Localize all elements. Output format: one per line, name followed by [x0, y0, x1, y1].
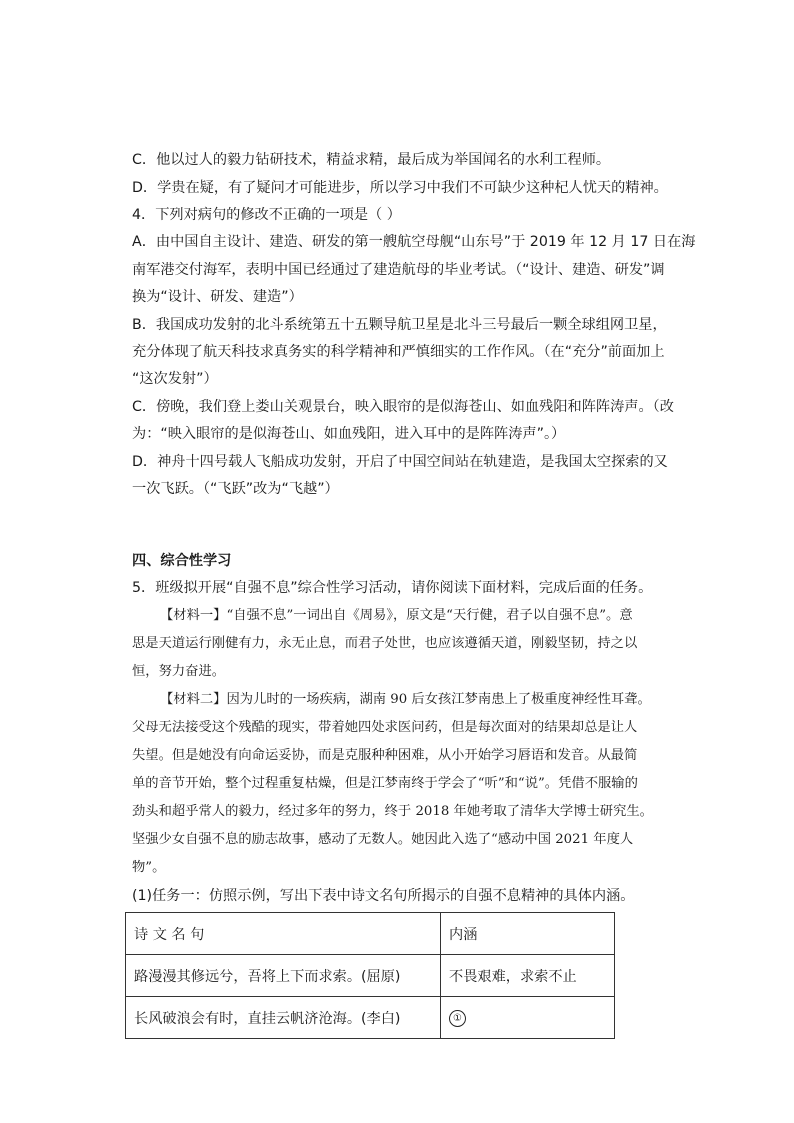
- question-5: 5．班级拟开展“自强不息”综合性学习活动，请你阅读下面材料，完成后面的任务。: [132, 580, 653, 596]
- option-b-line-1: B．我国成功发射的北斗系统第五十五颗导航卫星是北斗三号最后一颗全球组网卫星，: [132, 317, 667, 333]
- option-c2-line-1: C．傍晚，我们登上娄山关观景台，映入眼帘的是似海苍山、如血残阳和阵阵涛声。（改: [132, 399, 674, 415]
- section-title: 四、综合性学习: [132, 553, 232, 569]
- material-2-line-2: 父母无法接受这个残酷的现实，带着她四处求医问药，但是每次面对的结果却总是让人: [132, 720, 638, 735]
- table-cell: 路漫漫其修远兮，吾将上下而求索。(屈原): [126, 955, 441, 997]
- table-cell[interactable]: [441, 997, 615, 1039]
- material-2-line-3: 失望。但是她没有向命运妥协，而是克服种种困难，从小开始学习唇语和发音。从最简: [132, 748, 638, 763]
- material-2-line-1: 【材料二】因为儿时的一场疾病，湖南 90 后女孩江梦南患上了极重度神经性耳聋。: [160, 692, 651, 707]
- material-1-line-3: 恒，努力奋进。: [132, 664, 226, 679]
- material-2-line-4: 单的音节开始，整个过程重复枯燥，但是江梦南终于学会了“听”和“说”。凭借不服输的: [132, 776, 638, 791]
- option-d2-line-2: 一次飞跃。（“飞跃”改为“飞越”）: [132, 481, 339, 497]
- option-c-line: C．他以过人的毅力钻研技术，精益求精，最后成为举国闻名的水利工程师。: [132, 152, 611, 168]
- table-cell: 长风破浪会有时，直挂云帆济沧海。(李白): [126, 997, 441, 1039]
- material-2-line-5: 劲头和超乎常人的毅力，经过多年的努力，终于 2018 年她考取了清华大学博士研究生。: [132, 804, 653, 819]
- question-4: 4．下列对病句的修改不正确的一项是（ ）: [132, 207, 401, 223]
- answer-blank-1: ①: [449, 1010, 466, 1027]
- option-a-line-2: 南军港交付海军，表明中国已经通过了建造航母的毕业考试。（“设计、建造、研发”调: [132, 262, 665, 278]
- option-b-line-3: “这次发射”）: [132, 371, 218, 387]
- table-header-cell: 内涵: [441, 913, 615, 955]
- option-b-line-2: 充分体现了航天科技求真务实的科学精神和严慎细实的工作作风。（在“充分”前面加上: [132, 344, 665, 360]
- table-row: [126, 955, 615, 997]
- material-1-line-1: 【材料一】“自强不息”一词出自《周易》，原文是“天行健，君子以自强不息”。意: [160, 608, 633, 623]
- option-d2-line-1: D．神舟十四号载人飞船成功发射，开启了中国空间站在轨建造，是我国太空探索的又: [132, 454, 668, 470]
- option-a-line-1: A．由中国自主设计、建造、研发的第一艘航空母舰“山东号”于 2019 年 12 月 17 日在海: [132, 234, 696, 250]
- option-d-line: D．学贵在疑，有了疑问才可能进步，所以学习中我们不可缺少这种杞人忧天的精神。: [132, 180, 668, 196]
- task-1: (1)任务一：仿照示例，写出下表中诗文名句所揭示的自强不息精神的具体内涵。: [132, 888, 635, 904]
- material-2-line-6: 坚强少女自强不息的励志故事，感动了无数人。她因此入选了“感动中国 2021 年度人: [132, 832, 634, 847]
- table-header-cell: 诗 文 名 句: [126, 913, 441, 955]
- material-2-line-7: 物”。: [132, 860, 166, 875]
- option-a-line-3: 换为“设计、研发、建造”）: [132, 289, 303, 305]
- option-c2-line-2: 为：“映入眼帘的是似海苍山、如血残阳，进入耳中的是阵阵涛声”。）: [132, 426, 566, 442]
- poem-table: [125, 912, 615, 1039]
- material-1-line-2: 思是天道运行刚健有力，永无止息，而君子处世，也应该遵循天道，刚毅坚韧，持之以: [132, 636, 638, 651]
- table-header-row: [126, 913, 615, 955]
- table-cell: 不畏艰难，求索不止: [441, 955, 615, 997]
- table-row: [126, 997, 615, 1039]
